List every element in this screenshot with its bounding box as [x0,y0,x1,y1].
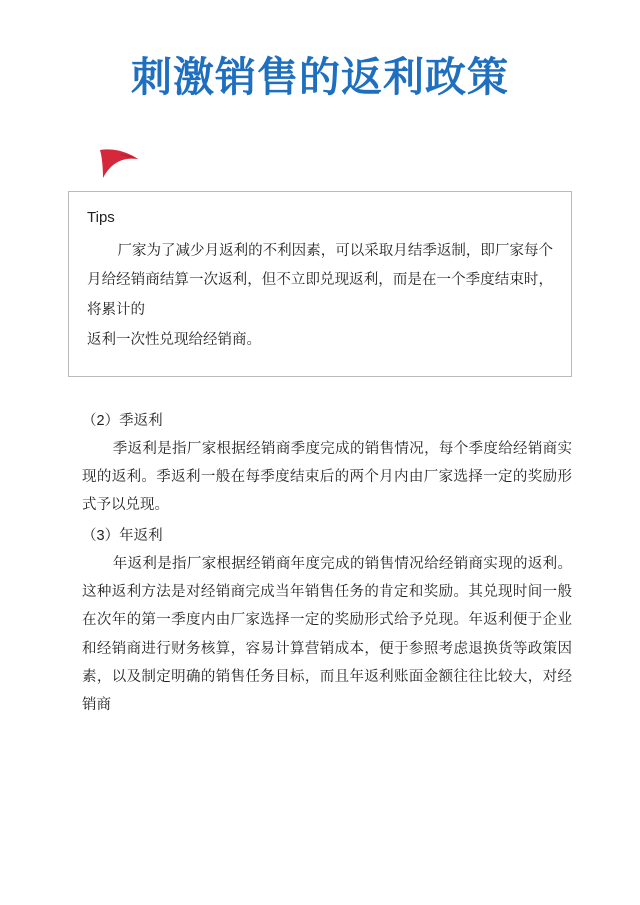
tips-callout-box [68,191,572,376]
section-heading-season-rebate: （2）季返利 [82,412,163,429]
section-heading-year-rebate: （3）年返利 [82,527,163,544]
tips-paragraph [87,237,553,326]
bird-icon [98,147,144,181]
section-body-season-rebate [68,435,572,520]
tips-label: Tips [87,209,115,227]
bird-decoration [68,147,572,181]
section-body-text: 季返利是指厂家根据经销商季度完成的销售情况，每个季度给经销商实现的返利。季返利一般在每季度结束后的两个月内由厂家选择一定的奖励形式予以兑现。 [82,440,572,514]
body-content [68,407,572,720]
section-body-text: 年返利是指厂家根据经销商年度完成的销售情况给经销商实现的返利。这种返利方法是对经销商完成当年销售任务的肯定和奖励。其兑现时间一般在次年的第一季度内由厂家选择一定的奖励形式给予兑现。年返利便于企业和经销商进行财务核算，容易计算营销成本，便于参照考虑退换货等政策因素，以及制定明确的销售任务目标，而且年返利账面金额往往比较大，对经销商 [82,555,572,714]
tips-paragraph-line-2: 返利一次性兑现给经销商。 [87,331,261,348]
page-title: 刺激销售的返利政策 [131,53,509,101]
section-body-year-rebate [68,550,572,720]
tips-paragraph-text: 厂家为了减少月返利的不利因素，可以采取月结季返制，即厂家每个月给经销商结算一次返利，但不立即兑现返利，而是在一个季度结束时，将累计的 [87,242,553,319]
